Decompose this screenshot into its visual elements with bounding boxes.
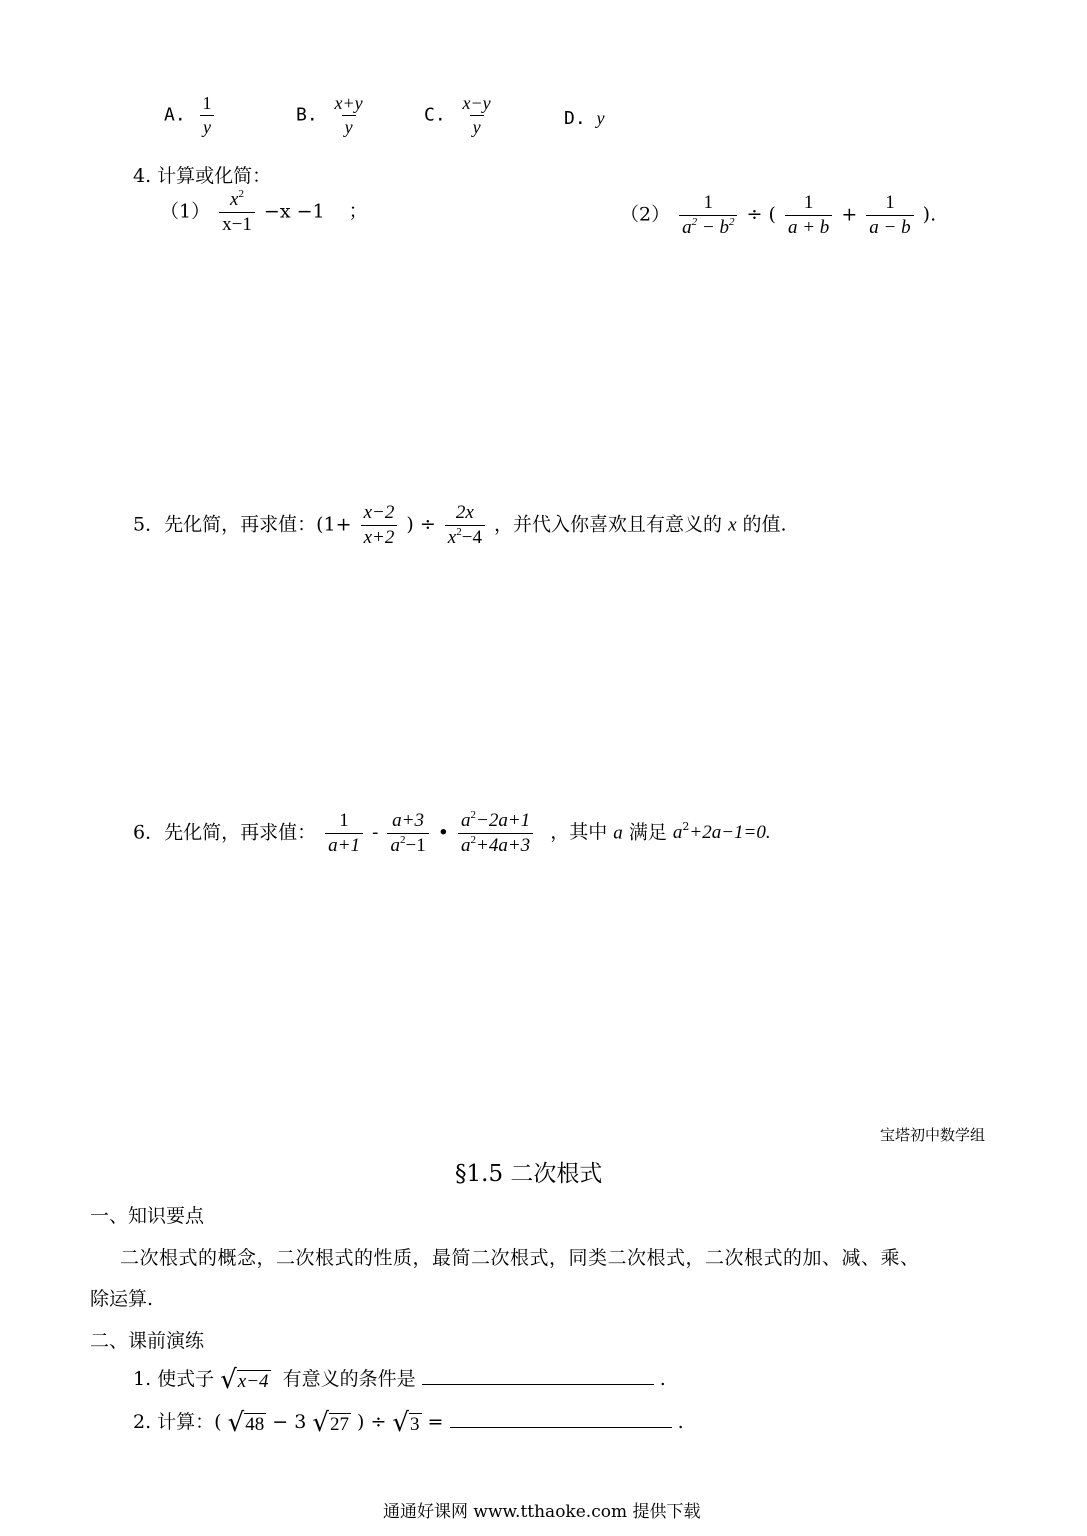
q4-part2: （2） $\frac{1}{a^2 - b^2}$ ÷ ( $\frac{1}{a + b}$ + $\frac{1}{a - b}$ ). bbox=[620, 192, 937, 238]
exercise-2-radical-1: √ 48 bbox=[227, 1408, 265, 1438]
choice-b-label: B. bbox=[296, 104, 318, 126]
q4-part2-label: （2） bbox=[620, 203, 671, 226]
exercise-2-answer-blank[interactable] bbox=[450, 1409, 672, 1428]
choice-a-fraction: $\frac{1}{y}$ bbox=[200, 94, 215, 137]
choice-b-fraction: $\frac{x+y}{y}$ bbox=[334, 93, 363, 137]
q5: 5．先化简，再求值：(1+ $\frac{x-2}{x+2}$ ) ÷ $\frac{2x}{x^2-4}$ ，并代入你喜欢且有意义的 x 的值. bbox=[133, 502, 787, 548]
choice-c bbox=[424, 94, 497, 137]
q5-lead: 5．先化简，再求值：(1+ bbox=[133, 513, 352, 536]
q4-part1: （1） $\frac{x^2}{x-1}$ −x −1 ； bbox=[160, 188, 368, 235]
part1-text-line2: 除运算. bbox=[90, 1288, 154, 1310]
exercise-1-radical: √ x−4 bbox=[220, 1365, 269, 1395]
q4-part2-fraction3: $\frac{1}{a - b}$ bbox=[866, 193, 913, 238]
part1-text-line1: 二次根式的概念，二次根式的性质，最简二次根式，同类二次根式，二次根式的加、减、乘、 bbox=[120, 1247, 920, 1269]
choice-a-label: A. bbox=[164, 104, 186, 126]
q6-variable: a bbox=[613, 822, 623, 844]
choice-d-label: D. bbox=[564, 108, 586, 129]
exercise-2: 2. 计算：( √ 48 − 3 √ 27 ) ÷ √ 3 = . bbox=[133, 1408, 684, 1438]
q6: 6．先化简，再求值： $\frac{1}{a+1}$ - $\frac{a+3}{a^2-1}$ • $\frac{a^2-2a+1}{a^2+4a+3}$ ，其中 a 满足 $a^2+2a-1=0$. bbox=[133, 809, 771, 856]
q6-fraction2: $\frac{a+3}{a^2-1}$ bbox=[387, 811, 428, 856]
q4-part1-fraction: $\frac{x^2}{x-1}$ bbox=[219, 190, 255, 235]
q6-fraction1: $\frac{1}{a+1}$ bbox=[325, 811, 363, 856]
q6-condition: $a^2+2a-1=0$. bbox=[672, 820, 771, 844]
q5-fraction1: $\frac{x-2}{x+2}$ bbox=[361, 503, 398, 548]
choice-d bbox=[564, 108, 605, 129]
section-title: §1.5 二次根式 bbox=[455, 1161, 603, 1187]
choice-a bbox=[164, 94, 218, 137]
part2-heading: 二、课前演练 bbox=[90, 1330, 205, 1352]
q4-part1-label: （1） bbox=[160, 200, 211, 223]
q5-variable: x bbox=[728, 514, 737, 536]
q4-part1-tail: −x −1 bbox=[263, 200, 325, 223]
footer: 通通好课网 www.tthaoke.com 提供下载 bbox=[383, 1502, 701, 1522]
q5-fraction2: $\frac{2x}{x^2-4}$ bbox=[445, 503, 485, 548]
q6-fraction3: $\frac{a^2-2a+1}{a^2+4a+3}$ bbox=[458, 811, 533, 856]
exercise-1-answer-blank[interactable] bbox=[422, 1366, 654, 1385]
exercise-2-radical-2: √ 27 bbox=[312, 1408, 349, 1438]
exercise-1: 1. 使式子 √ x−4 有意义的条件是 . bbox=[133, 1365, 666, 1395]
choice-d-value: y bbox=[596, 108, 605, 128]
part1-heading: 一、知识要点 bbox=[90, 1205, 205, 1227]
q4-title: 4. 计算或化简： bbox=[133, 165, 272, 187]
exercise-2-radical-3: √ 3 bbox=[392, 1408, 420, 1438]
choice-c-fraction: $\frac{x-y}{y}$ bbox=[462, 93, 491, 137]
q6-lead: 6．先化简，再求值： bbox=[133, 821, 317, 844]
choice-b bbox=[296, 94, 369, 137]
q4-part2-fraction1: $\frac{1}{a^2 - b^2}$ bbox=[679, 193, 737, 238]
q4-part2-fraction2: $\frac{1}{a + b}$ bbox=[785, 193, 832, 238]
choice-c-label: C. bbox=[424, 104, 446, 126]
header-school: 宝塔初中数学组 bbox=[880, 1126, 986, 1144]
